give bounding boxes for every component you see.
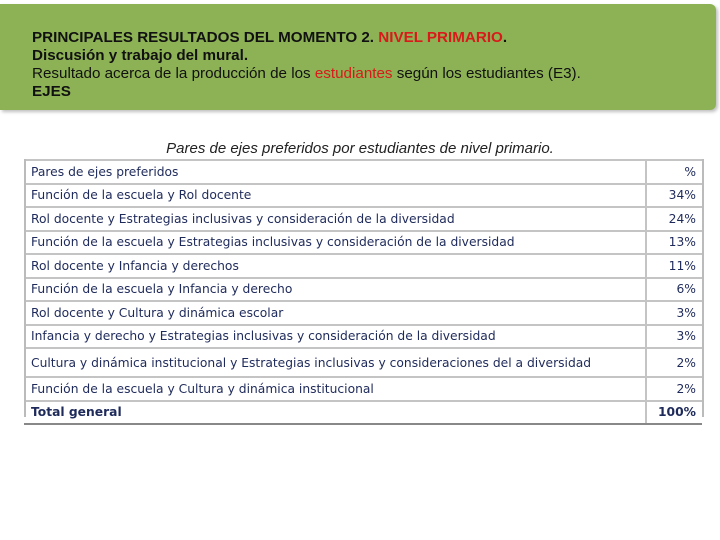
banner-line-1-text: PRINCIPALES RESULTADOS DEL MOMENTO 2. <box>32 29 379 46</box>
banner-line-4: EJES <box>32 83 71 100</box>
banner-line-3-text: Resultado acerca de la producción de los <box>32 65 315 82</box>
row-pct: 11% <box>646 254 702 278</box>
row-label: Rol docente y Cultura y dinámica escolar <box>24 301 646 325</box>
table-row <box>24 231 702 255</box>
row-pct: 2% <box>646 377 702 401</box>
row-pct: 3% <box>646 301 702 325</box>
row-pct: 6% <box>646 278 702 302</box>
header-pct: % <box>646 160 702 184</box>
row-label: Función de la escuela y Estrategias inclusivas y consideración de la diversidad <box>24 231 646 255</box>
title-banner <box>0 4 716 110</box>
table-row <box>24 278 702 302</box>
row-label: Rol docente y Estrategias inclusivas y consideración de la diversidad <box>24 207 646 231</box>
row-label: Rol docente y Infancia y derechos <box>24 254 646 278</box>
row-label: Infancia y derecho y Estrategias inclusivas y consideración de la diversidad <box>24 325 646 349</box>
row-pct: 2% <box>646 348 702 377</box>
table-row <box>24 207 702 231</box>
results-table <box>24 159 702 425</box>
table-row <box>24 325 702 349</box>
total-pct: 100% <box>646 401 702 425</box>
table-row <box>24 348 702 377</box>
table-row <box>24 184 702 208</box>
table-header-row <box>24 160 702 184</box>
row-pct: 13% <box>646 231 702 255</box>
table-row <box>24 254 702 278</box>
row-pct: 24% <box>646 207 702 231</box>
row-label: Función de la escuela y Cultura y dinámica institucional <box>24 377 646 401</box>
table-title: Pares de ejes preferidos por estudiantes de nivel primario. <box>166 140 554 157</box>
row-label: Función de la escuela y Rol docente <box>24 184 646 208</box>
total-label: Total general <box>24 401 646 425</box>
banner-line-3 <box>32 65 712 83</box>
banner-students-highlight: estudiantes <box>314 65 393 82</box>
banner-line-1-end: . <box>502 29 508 46</box>
banner-line-1 <box>32 29 712 47</box>
table-row <box>24 301 702 325</box>
banner-line-2: Discusión y trabajo del mural. <box>32 47 249 64</box>
table-row <box>24 377 702 401</box>
row-label: Función de la escuela y Infancia y derecho <box>24 278 646 302</box>
banner-text <box>32 29 712 101</box>
row-label: Cultura y dinámica institucional y Estrategias inclusivas y consideraciones del a diversidad <box>24 348 646 377</box>
banner-level-highlight: NIVEL PRIMARIO <box>378 29 503 46</box>
row-pct: 34% <box>646 184 702 208</box>
header-label: Pares de ejes preferidos <box>24 160 646 184</box>
row-pct: 3% <box>646 325 702 349</box>
table-total-row <box>24 401 702 425</box>
banner-line-3-end: según los estudiantes (E3). <box>392 65 581 82</box>
